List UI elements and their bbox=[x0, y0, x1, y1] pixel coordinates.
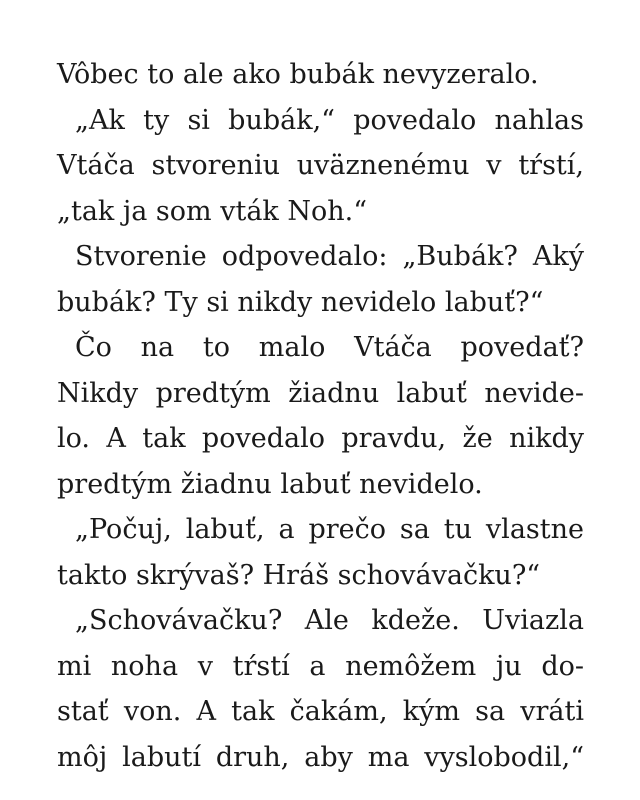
text-line: Vtáča stvoreniu uväznenému v tŕstí, bbox=[57, 150, 584, 181]
text-line: „Počuj, labuť, a prečo sa tu vlastne bbox=[75, 514, 584, 545]
text-line: Čo na to malo Vtáča povedať? bbox=[75, 332, 584, 363]
text-line: Nikdy predtým žiadnu labuť nevide- bbox=[57, 377, 584, 409]
text-line: Stvorenie odpovedalo: „Bubák? Aký bbox=[75, 241, 584, 272]
text-line: Vôbec to ale ako bubák nevyzeralo. bbox=[57, 59, 539, 90]
text-line: „Schovávačku? Ale kdeže. Uviazla bbox=[75, 605, 584, 636]
text-line: môj labutí druh, aby ma vyslobodil,“ bbox=[57, 741, 584, 773]
text-line: lo. A tak povedalo pravdu, že nikdy bbox=[57, 423, 584, 454]
text-line: „tak ja som vták Noh.“ bbox=[57, 195, 368, 227]
text-line: mi noha v tŕstí a nemôžem ju do- bbox=[57, 650, 584, 682]
text-line: predtým žiadnu labuť nevidelo. bbox=[57, 468, 483, 500]
book-page-text bbox=[57, 52, 584, 780]
text-line: takto skrývaš? Hráš schovávačku?“ bbox=[57, 559, 541, 591]
text-line: stať von. A tak čakám, kým sa vráti bbox=[57, 696, 584, 727]
text-line: bubák? Ty si nikdy nevidelo labuť?“ bbox=[57, 286, 544, 318]
text-line: „Ak ty si bubák,“ povedalo nahlas bbox=[75, 104, 584, 136]
